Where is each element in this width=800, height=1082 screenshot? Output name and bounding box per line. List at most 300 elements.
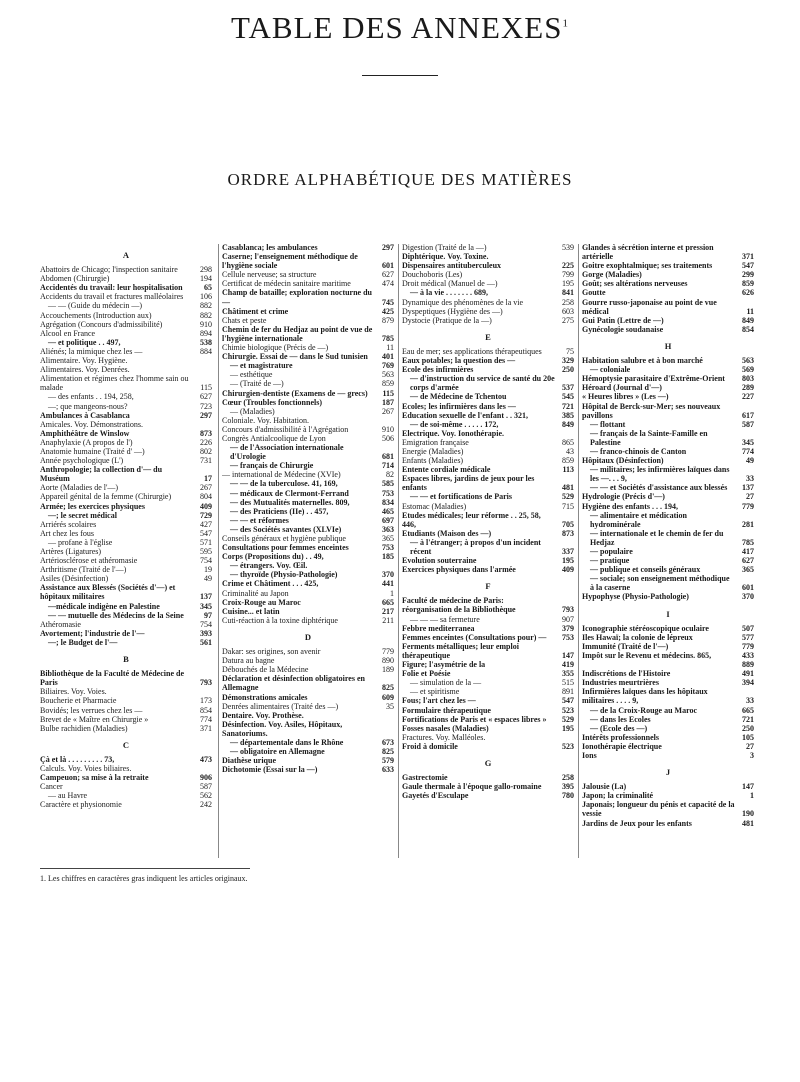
entry-page: 11 [746,306,754,316]
entry-page: 627 [200,392,212,402]
index-entry [402,782,574,791]
entry-page: 753 [562,632,574,642]
index-entry [582,420,754,429]
entry-label: — médicaux de Clermont-Ferrand [230,488,349,498]
entry-label: Cellule nerveuse; sa structure [222,270,317,280]
entry-page: 297 [200,410,212,420]
index-entry [40,411,212,420]
entry-page: 299 [742,270,754,280]
index-entry [582,651,754,660]
entry-page: 865 [562,437,574,447]
entry-label: — départementale dans le Rhône [230,737,344,747]
entry-label: Aorte (Maladies de l'—) [40,483,119,493]
entry-page: 19 [204,565,212,575]
index-entry [402,687,574,696]
entry-label: — — mutuelle des Médecins de la Seine [48,610,184,620]
entry-label: — de l'Association internationale d'Urologie [230,443,344,462]
entry-label: Emigration française [402,437,469,447]
entry-label: — — de la tuberculose. 41, 169, [230,479,338,489]
index-entry [222,738,394,747]
entry-label: Ionothérapie électrique [582,741,662,751]
entry-page: 1 [390,588,394,598]
index-entry [582,243,754,261]
index-entry [40,492,212,501]
entry-label: Année psychologique (L') [40,456,124,466]
entry-page: 563 [382,370,394,380]
entry-label: Industries meurtrières [582,678,659,688]
entry-label: — d'instruction du service de santé du 20e corps d'armée [410,374,555,393]
entry-page: 27 [746,741,754,751]
index-entry [582,782,754,791]
entry-label: Ions [582,750,597,760]
entry-page: 189 [382,665,394,675]
index-entry [40,574,212,583]
index-entry [40,764,212,773]
entry-label: Ambulances à Casablanca [40,410,130,420]
entry-label: Champ de bataille; exploration nocturne du — [222,288,373,307]
entry-label: — des Sociétés savantes (XLVIe) [230,524,342,534]
entry-page: 365 [382,534,394,543]
entry-label: Criminalité au Japon [222,588,289,598]
entry-page: 33 [746,474,754,484]
entry-label: Datura au bagne [222,656,275,666]
entry-page: 729 [200,510,212,520]
entry-page: 633 [382,765,394,775]
index-entry [402,279,574,288]
entry-label: Evolution souterraine [402,556,477,566]
entry-label: Hôpital de Berck-sur-Mer; ses nouveaux pavillons [582,401,721,420]
entry-label: Arthritisme (Traité de l'—) [40,565,127,575]
entry-label: Froid à domicile [402,741,458,751]
entry-label: — français de Chirurgie [230,461,314,471]
entry-label: Congrès Antialcoolique de Lyon [222,433,326,443]
entry-page: 417 [742,547,754,556]
entry-label: — coloniale [590,365,631,375]
entry-label: Faculté de médecine de Paris: réorganisation de la Bibliothèque [402,596,516,615]
entry-label: — de la Croix-Rouge au Maroc [590,705,698,715]
index-entry [582,819,754,828]
entry-label: Cœur (Troubles fonctionnels) [222,397,323,407]
entry-label: Ecole des infirmières [402,365,474,375]
entry-page: 409 [200,501,212,511]
index-entry [222,416,394,425]
index-entry [222,407,394,416]
index-entry [222,656,394,665]
entry-label: Gynécologie soudanaise [582,324,664,334]
page-title: TABLE DES ANNEXES$^1$ [231,10,569,45]
index-column-4 [582,243,754,863]
entry-label: Armée; les exercices physiques [40,501,145,511]
entry-page: 754 [200,556,212,566]
index-entry [402,715,574,724]
index-entry [222,425,394,434]
index-entry [40,365,212,374]
index-entry [222,693,394,702]
entry-label: Japon; la criminalité [582,791,654,801]
index-entry [40,338,212,347]
entry-label: Campeuon; sa mise à la retraite [40,773,149,783]
entry-label: Crime et Châtiment . . . 425, [222,579,319,589]
entry-page: 785 [742,537,754,547]
index-entry [582,261,754,270]
entry-label: Certificat de médecin sanitaire maritime [222,279,351,289]
entry-page: 75 [566,346,574,356]
entry-page: 371 [742,252,754,262]
index-entry [40,547,212,556]
entry-page: 834 [382,497,394,507]
index-entry [222,434,394,443]
entry-page: 627 [382,270,394,280]
entry-page: 523 [562,741,574,751]
entry-page: 854 [200,705,212,715]
entry-label: Amphithéâtre de Winslow [40,428,130,438]
entry-page: 187 [382,397,394,407]
index-entry [582,392,754,401]
section-letter: J [665,767,671,778]
index-entry [40,502,212,511]
entry-label: Châtiment et crime [222,306,289,316]
index-entry [40,669,212,687]
footnote: 1. Les chiffres en caractères gras indiquent les articles originaux. [40,874,248,883]
index-entry [40,320,212,329]
section-letter: I [666,608,670,619]
entry-page: 297 [382,243,394,252]
entry-page: 579 [382,756,394,766]
entry-page: 49 [204,574,212,584]
index-entry [402,474,574,492]
entry-page: 907 [562,614,574,624]
index-entry [402,538,574,556]
entry-page: 595 [200,547,212,556]
entry-label: Jardins de Jeux pour les enfants [582,818,692,828]
entry-label: Folie et Poésie [402,669,451,679]
entry-label: Infirmières laïques dans les hôpitaux militaires . . . . 9, [582,687,708,706]
entry-label: — et spiritisme [410,687,460,697]
entry-page: 298 [200,265,212,275]
index-entry [582,751,754,760]
entry-page: 355 [562,669,574,679]
entry-page: 910 [382,424,394,434]
entry-page: 547 [742,261,754,271]
entry-page: 562 [200,791,212,801]
index-entry [40,791,212,800]
entry-page: 275 [562,315,574,325]
entry-label: Habitation salubre et à bon marché [582,356,703,366]
index-entry [222,489,394,498]
section-letter: D [304,631,312,642]
entry-page: 329 [562,356,574,366]
entry-page: 723 [200,401,212,411]
index-entry [582,502,754,511]
index-entry [222,461,394,470]
entry-label: — — (Guide du médecin —) [48,301,142,311]
index-entry [582,592,754,601]
column-divider [578,244,579,858]
index-entry [40,620,212,629]
entry-page: 250 [562,365,574,375]
entry-label: — international de Médecine (XVIe) [222,470,341,480]
index-entry [222,747,394,756]
index-entry [222,702,394,711]
entry-label: Gourre russo-japonaise au point de vue médical [582,297,717,316]
entry-label: — dans les Ecoles [590,714,651,724]
index-entry [222,370,394,379]
entry-label: — pratique [590,556,630,566]
entry-label: Accouchements (Introduction aux) [40,310,152,320]
entry-label: Etudiants (Maison des —) [402,528,492,538]
entry-page: 113 [562,465,574,475]
index-entry [582,687,754,705]
index-entry [582,270,754,279]
index-entry [222,479,394,488]
entry-label: — franco-chinois de Canton [590,446,687,456]
entry-label: Dichotomie (Essai sur la —) [222,765,318,775]
entry-page: 1 [750,791,754,801]
index-entry [582,733,754,742]
entry-label: Femmes enceintes (Consultations pour) — [402,632,547,642]
index-entry [40,629,212,638]
index-entry [402,596,574,614]
entry-page: 910 [200,319,212,329]
entry-label: Aliénés; la mimique chez les — [40,346,143,356]
entry-page: 779 [382,647,394,657]
entry-page: 250 [742,723,754,733]
entry-label: Dakar: ses origines, son avenir [222,647,321,657]
entry-page: 769 [382,361,394,371]
entry-page: 371 [200,723,212,733]
index-entry [402,456,574,465]
entry-page: 147 [562,650,574,660]
entry-page: 563 [742,356,754,366]
index-entry [222,711,394,720]
index-entry [582,724,754,733]
entry-page: 882 [200,301,212,311]
entry-page: 226 [200,437,212,447]
index-entry [222,507,394,516]
entry-label: — et politique . . 497, [48,337,121,347]
entry-label: Corps (Propositions du) . . 49, [222,552,324,562]
entry-label: Denrées alimentaires (Traité des —) [222,701,339,711]
entry-page: 753 [382,543,394,553]
entry-page: 697 [382,515,394,525]
entry-label: Cancer [40,782,63,792]
section-subtitle: ORDRE ALPHABÉTIQUE DES MATIÈRES [227,170,573,189]
entry-page: 173 [200,696,212,706]
index-entry [222,665,394,674]
entry-page: 409 [562,565,574,575]
entry-page: 882 [200,310,212,320]
index-entry [402,465,574,474]
entry-page: 884 [200,346,212,356]
index-entry [402,347,574,356]
index-entry [222,270,394,279]
entry-page: 774 [200,714,212,724]
index-entry [402,624,574,633]
entry-page: 106 [200,292,212,302]
index-entry [222,498,394,507]
entry-page: 859 [382,379,394,389]
entry-label: Glandes à sécrétion interne et pression artérielle [582,243,714,262]
entry-label: Impôt sur le Revenu et médecins. 865, [582,650,712,660]
entry-label: Hydrologie (Précis d'—) [582,492,665,502]
index-entry [40,301,212,310]
index-entry [402,773,574,782]
entry-label: Diathèse urique [222,756,276,766]
entry-label: — sociale; son enseignement méthodique à la caserne [590,574,730,593]
index-entry [582,565,754,574]
entry-page: 65 [204,283,212,293]
index-entry [222,552,394,561]
entry-label: — à l'étranger; à propos d'un incident récent [410,537,541,556]
entry-label: Intérêts professionnels [582,732,659,742]
entry-page: 115 [382,388,394,398]
index-entry [582,456,754,465]
entry-label: Exercices physiques dans l'armée [402,565,516,575]
entry-label: Athéromasie [40,619,81,629]
entry-label: — étrangers. Voy. Œil. [230,561,308,571]
entry-page: 529 [562,714,574,724]
index-entry [222,307,394,316]
entry-page: 225 [562,261,574,271]
index-entry [222,343,394,352]
entry-label: Entente cordiale médicale [402,465,491,475]
entry-page: 545 [562,392,574,402]
entry-label: Febbre mediterranea [402,623,475,633]
entry-page: 754 [200,619,212,629]
entry-label: — publique et conseils généraux [590,565,701,575]
index-entry [402,742,574,751]
entry-label: Gastrectomie [402,773,448,783]
entry-page: 227 [742,392,754,402]
entry-label: — à la vie . . . . . . . 689, [410,288,488,298]
index-entry [222,543,394,552]
index-entry [222,379,394,388]
entry-label: Hygiène des enfants . . . 194, [582,501,678,511]
index-entry [402,252,574,261]
index-entry [582,288,754,297]
entry-page: 185 [382,552,394,562]
index-entry [402,669,574,678]
index-entry [402,288,574,297]
index-entry [402,511,574,529]
index-entry [582,402,754,420]
entry-page: 627 [742,556,754,566]
index-entry [402,642,574,660]
entry-label: Caserne; l'enseignement méthodique de l'hygiène sociale [222,252,358,271]
index-entry [40,696,212,705]
entry-label: Asiles (Désinfection) [40,574,109,584]
entry-label: Droit médical (Manuel de —) [402,279,498,289]
entry-page: 547 [562,696,574,706]
index-entry [222,398,394,407]
entry-page: 267 [200,483,212,493]
index-entry [40,565,212,574]
entry-page: 465 [382,506,394,516]
entry-page: 147 [742,782,754,792]
entry-page: 714 [382,461,394,471]
section-letter: B [123,654,129,665]
index-entry [402,706,574,715]
entry-page: 289 [742,383,754,393]
index-entry [40,329,212,338]
entry-label: Artériosclérose et athéromasie [40,556,138,566]
section-letter: F [485,581,491,592]
index-entry [582,356,754,365]
index-entry [222,607,394,616]
entry-label: Ecoles; les infirmières dans les — [402,401,516,411]
index-entry [402,447,574,456]
entry-label: Abattoirs de Chicago; l'inspection sanitaire [40,265,178,275]
entry-page: 491 [742,669,754,679]
entry-page: 802 [200,446,212,456]
index-entry [40,773,212,782]
entry-page: 401 [382,352,394,362]
index-entry [40,782,212,791]
entry-label: — thyroïde (Physio-Pathologie) [230,570,338,580]
entry-label: Bibliothèque de la Faculté de Médecine de Paris [40,669,184,688]
entry-page: 425 [382,306,394,316]
entry-page: 529 [562,492,574,502]
index-entry [402,356,574,365]
entry-label: — — — sa fermeture [410,614,480,624]
entry-page: 137 [200,592,212,602]
index-entry [222,470,394,479]
index-column-3 [402,243,574,863]
index-entry [40,429,212,438]
index-entry [222,288,394,306]
index-entry [402,615,574,624]
entry-label: Biliaires. Voy. Voies. [40,687,107,697]
index-entry [40,638,212,647]
entry-label: —; le secret médical [48,510,117,520]
entry-label: Croix-Rouge au Maroc [222,597,301,607]
entry-label: Fractures. Voy. Malléoles. [402,732,486,742]
entry-page: 363 [382,524,394,534]
index-entry [582,642,754,651]
entry-label: Déclaration et désinfection obligatoires en Allemagne [222,674,365,693]
index-entry [40,356,212,365]
entry-label: Douchoboris (Les) [402,270,463,280]
index-entry [40,311,212,320]
entry-label: Brevet de « Maître en Chirurgie » [40,714,149,724]
section-letter: C [122,739,130,750]
index-entry [402,365,574,374]
entry-label: Chirurgien-dentiste (Examens de — grecs) [222,388,368,398]
entry-label: Calculs. Voy. Voies biliaires. [40,763,132,773]
entry-label: — (Ecole des —) [590,723,648,733]
entry-label: Bovidés; les verrues chez les — [40,705,143,715]
index-entry [402,243,574,252]
entry-page: 780 [562,791,574,801]
entry-page: 603 [562,306,574,316]
entry-page: 665 [382,597,394,607]
entry-page: 745 [382,297,394,307]
index-entry [402,724,574,733]
index-entry [222,516,394,525]
entry-label: Alimentaire. Voy. Hygiène. [40,356,128,366]
index-entry [40,483,212,492]
entry-page: 793 [200,678,212,688]
entry-page: 681 [382,452,394,462]
entry-page: 195 [562,556,574,566]
index-entry [222,361,394,370]
entry-page: 587 [200,782,212,792]
entry-page: 715 [562,501,574,511]
index-entry [222,720,394,738]
entry-label: — de soi-même . . . . . 172, [410,419,499,429]
entry-page: 854 [742,324,754,334]
index-entry [582,279,754,288]
